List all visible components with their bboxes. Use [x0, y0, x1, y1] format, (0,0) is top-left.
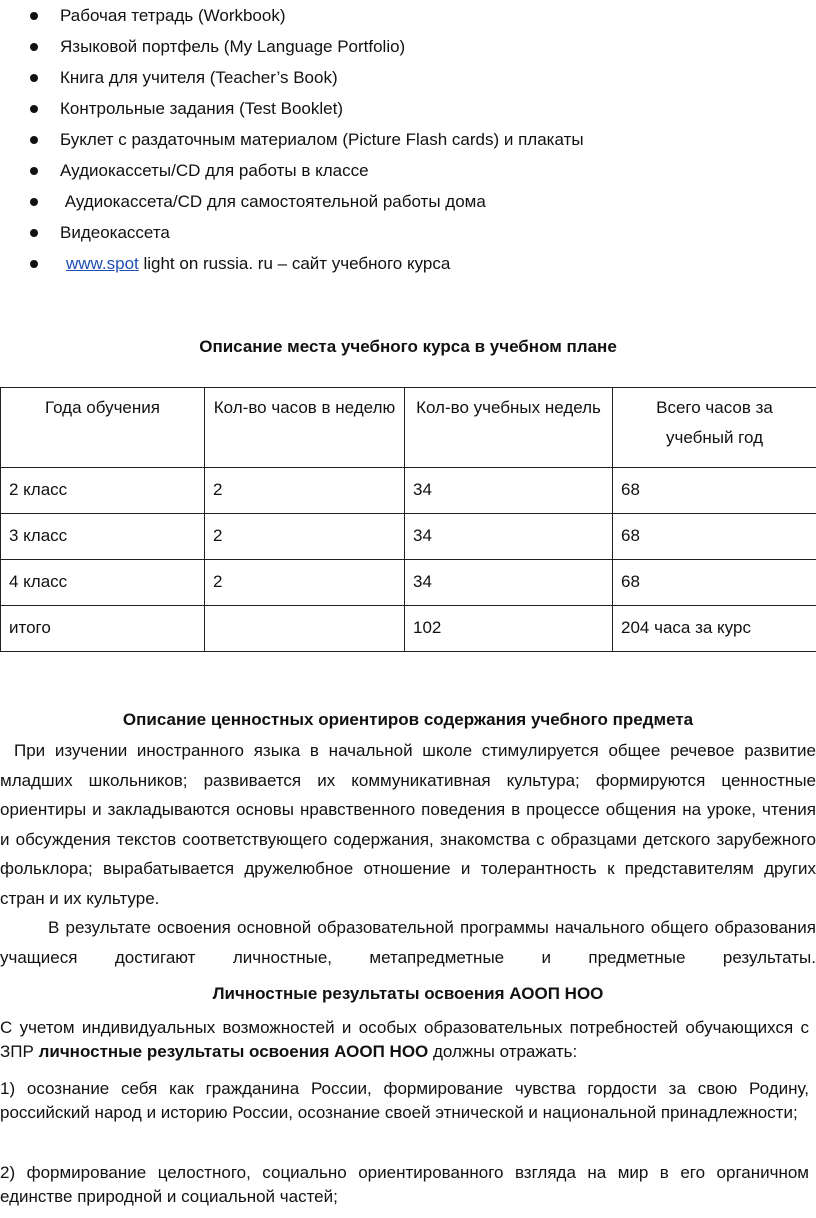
table-cell: 102 — [405, 606, 613, 652]
table-row — [1, 560, 816, 606]
table-cell: 4 класс — [1, 560, 205, 606]
bullet-icon — [30, 12, 38, 20]
table-cell: итого — [1, 606, 205, 652]
paragraph-value-orientations: При изучении иностранного языка в начальной школе стимулируется общее речевое развитие младших школьников; развивается их коммуникативная культура; формируются ценностные ориентиры и закладываются основы нравственного поведения в процессе общения на уроке, чтения и обсуждения текстов соответствующего содержания, знакомства с образцами детского зарубежного фольклора; вырабатывается дружелюбное отношение и толерантность к представителям других стран и их культуре. — [0, 741, 816, 908]
list-item-text: Буклет с раздаточным материалом (Picture Flash cards) и плакаты — [60, 129, 584, 149]
section-title-course-place: Описание места учебного курса в учебном плане — [199, 337, 617, 356]
list-item-text: Рабочая тетрадь (Workbook) — [60, 5, 286, 25]
table-header-cell: Кол-во учебных недель — [405, 388, 613, 468]
paragraph-results: В результате освоения основной образовательной программы начального общего образования учащиеся достигают личностные, метапредметные и предметные результаты. — [0, 918, 816, 967]
table-header-cell: Всего часов за учебный год — [613, 388, 816, 468]
table-row — [1, 514, 816, 560]
section-title-value-orientations: Описание ценностных ориентиров содержания учебного предмета — [122, 710, 694, 729]
list-item — [30, 31, 405, 62]
list-item — [30, 155, 369, 186]
table-cell: 3 класс — [1, 514, 205, 560]
table-cell-total-hours: 204 часа за курс — [613, 606, 816, 652]
list-item-text: light on russia. ru – сайт учебного курса — [138, 253, 451, 273]
table-cell: 2 — [205, 560, 405, 606]
result-item-1: 1) осознание себя как гражданина России, формирование чувства гордости за свою Родину, российский народ и историю России, осознание своей этнической и национальной принадлежности; — [0, 1079, 809, 1122]
list-item — [30, 186, 486, 217]
list-item — [30, 248, 450, 279]
bullet-icon — [30, 105, 38, 113]
list-item-text: Книга для учителя (Teacher’s Book) — [60, 67, 338, 87]
list-item-text: Аудиокассеты/CD для работы в классе — [60, 160, 369, 180]
bullet-icon — [30, 74, 38, 82]
table-header-cell: Кол-во часов в неделю — [205, 388, 405, 468]
table-cell: 2 класс — [1, 468, 205, 514]
hours-table — [0, 387, 816, 652]
bullet-icon — [30, 136, 38, 144]
table-cell: 34 — [405, 560, 613, 606]
table-cell: 68 — [613, 560, 816, 606]
bullet-icon — [30, 198, 38, 206]
list-item-text: Аудиокассета/CD для самостоятельной работы дома — [60, 191, 486, 211]
intro-text: С учетом индивидуальных возможностей и особых образовательных потребностей обучающихся с ЗПР — [0, 1018, 809, 1061]
table-row — [1, 468, 816, 514]
table-header-cell: Года обучения — [1, 388, 205, 468]
bullet-icon — [30, 260, 38, 268]
paragraph-personal-results-intro — [0, 1016, 809, 1064]
bullet-icon — [30, 43, 38, 51]
table-cell: 68 — [613, 468, 816, 514]
table-header-row — [1, 388, 816, 468]
table-cell: 34 — [405, 468, 613, 514]
intro-text-end: должны отражать: — [428, 1042, 578, 1061]
table-cell — [205, 606, 405, 652]
intro-bold-text: личностные результаты освоения АООП НОО — [38, 1042, 429, 1061]
list-item — [30, 93, 343, 124]
course-site-link[interactable]: www.spot — [66, 253, 139, 273]
result-item-2: 2) формирование целостного, социально ориентированного взгляда на мир в его органичном единстве природной и социальной частей; — [0, 1163, 809, 1206]
list-item-text: Видеокассета — [60, 222, 170, 242]
table-cell: 2 — [205, 514, 405, 560]
table-cell: 34 — [405, 514, 613, 560]
bullet-icon — [30, 229, 38, 237]
list-item-text: Языковой портфель (My Language Portfolio) — [60, 36, 406, 56]
list-item — [30, 217, 170, 248]
list-item-text: Контрольные задания (Test Booklet) — [60, 98, 343, 118]
section-title-personal-results: Личностные результаты освоения АООП НОО — [212, 984, 604, 1003]
list-item — [30, 124, 584, 155]
table-cell: 2 — [205, 468, 405, 514]
list-item — [30, 62, 338, 93]
table-cell: 68 — [613, 514, 816, 560]
bullet-icon — [30, 167, 38, 175]
list-item — [30, 0, 286, 31]
table-row-total — [1, 606, 816, 652]
